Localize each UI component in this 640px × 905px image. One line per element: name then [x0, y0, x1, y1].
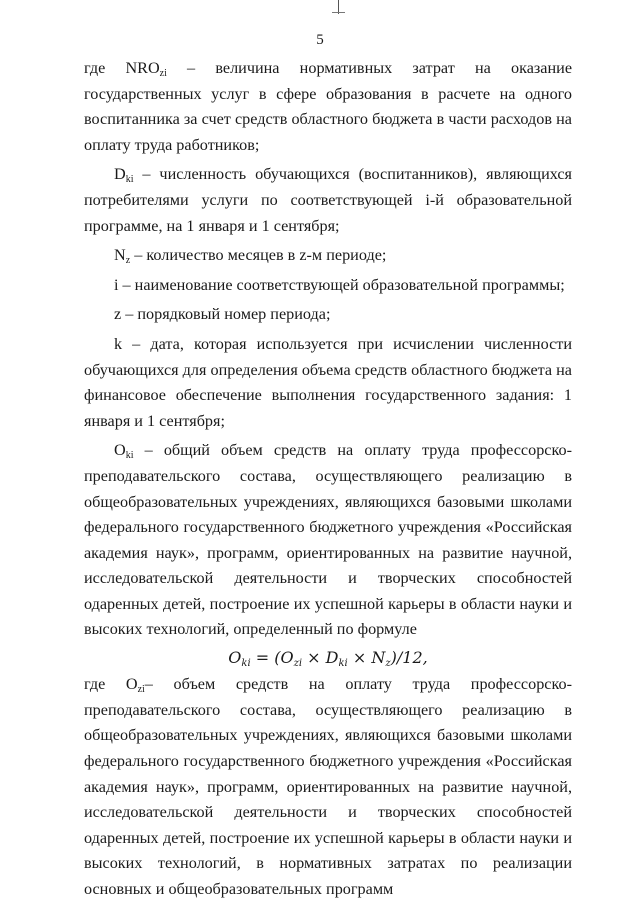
paragraph-ozi — [84, 672, 572, 902]
formula-op: × — [347, 648, 372, 668]
text: D — [114, 165, 126, 184]
subscript: z — [125, 255, 131, 267]
formula-sub: ki — [338, 658, 348, 670]
formula-var: O — [228, 648, 242, 668]
formula-sub: z — [385, 658, 391, 670]
subscript: ki — [125, 450, 134, 462]
paragraph-k: k – дата, которая используется при исчислении численности обучающихся для определения объема средств областного бюджета на финансовое обеспечение выполнения государственного задания: 1 января и 1 сентября; — [84, 334, 572, 430]
document-body — [84, 56, 572, 903]
text: где O — [84, 675, 138, 694]
text: N — [114, 246, 126, 265]
paragraph-dki — [84, 162, 572, 239]
text: – общий объем средств на оплату труда профессорско-преподавательского состава, осуществляющего реализацию в общеобразовательных учреждениях, являющихся базовыми школами федерального государственного бюджетного учреждения «Российская академия наук», программ, ориентированных на развитие научной, исследовательской деятельности и творческих способностей одаренных детей, построение их успешной карьеры в области науки и высоких технологий, определенный по формуле — [84, 441, 572, 639]
paragraph-z: z – порядковый номер периода; — [114, 305, 331, 324]
formula-var: N — [371, 648, 386, 668]
formula-sub: ki — [241, 658, 251, 670]
formula-var: D — [325, 648, 339, 668]
formula-sub: zi — [293, 658, 303, 670]
formula-var: O — [280, 648, 294, 668]
text: где NRO — [84, 59, 160, 77]
formula-op: × — [302, 648, 326, 668]
text: – объем средств на оплату труда профессорско-преподавательского состава, осуществляющего реализацию в общеобразовательных учреждениях, являющихся базовыми школами федерального государственного бюджетного учреждения «Российская академия наук», программ, ориентированных на развитие научной, исследовательской деятельности и творческих способностей одаренных детей, построение их успешной карьеры в области науки и высоких технологий, в нормативных затратах по реализации основных и общеобразовательных программ — [84, 675, 572, 898]
paragraph-nro — [84, 56, 572, 158]
formula-op: )/12, — [390, 648, 428, 668]
subscript: zi — [159, 68, 167, 79]
text: – количество месяцев в z-м периоде; — [130, 246, 387, 265]
text: O — [114, 441, 126, 460]
binding-mark-horizontal — [332, 12, 345, 13]
subscript: ki — [125, 174, 134, 186]
page-number: 5 — [316, 32, 324, 48]
text: – величина нормативных затрат на оказание государственных услуг в сфере образования в расчете на одного воспитанника за счет средств областного бюджета в части расходов на оплату труда работников; — [84, 59, 573, 154]
subscript: zi — [137, 684, 145, 696]
formula — [84, 645, 572, 671]
formula-op: = ( — [250, 648, 281, 668]
paragraph-i: i – наименование соответствующей образовательной программы; — [114, 275, 565, 294]
paragraph-oki — [84, 438, 572, 643]
text: – численность обучающихся (воспитанников), являющихся потребителями услуги по соответствующей i-й образовательной программе, на 1 января и 1 сентября; — [84, 165, 572, 235]
paragraph-nz — [84, 243, 572, 269]
